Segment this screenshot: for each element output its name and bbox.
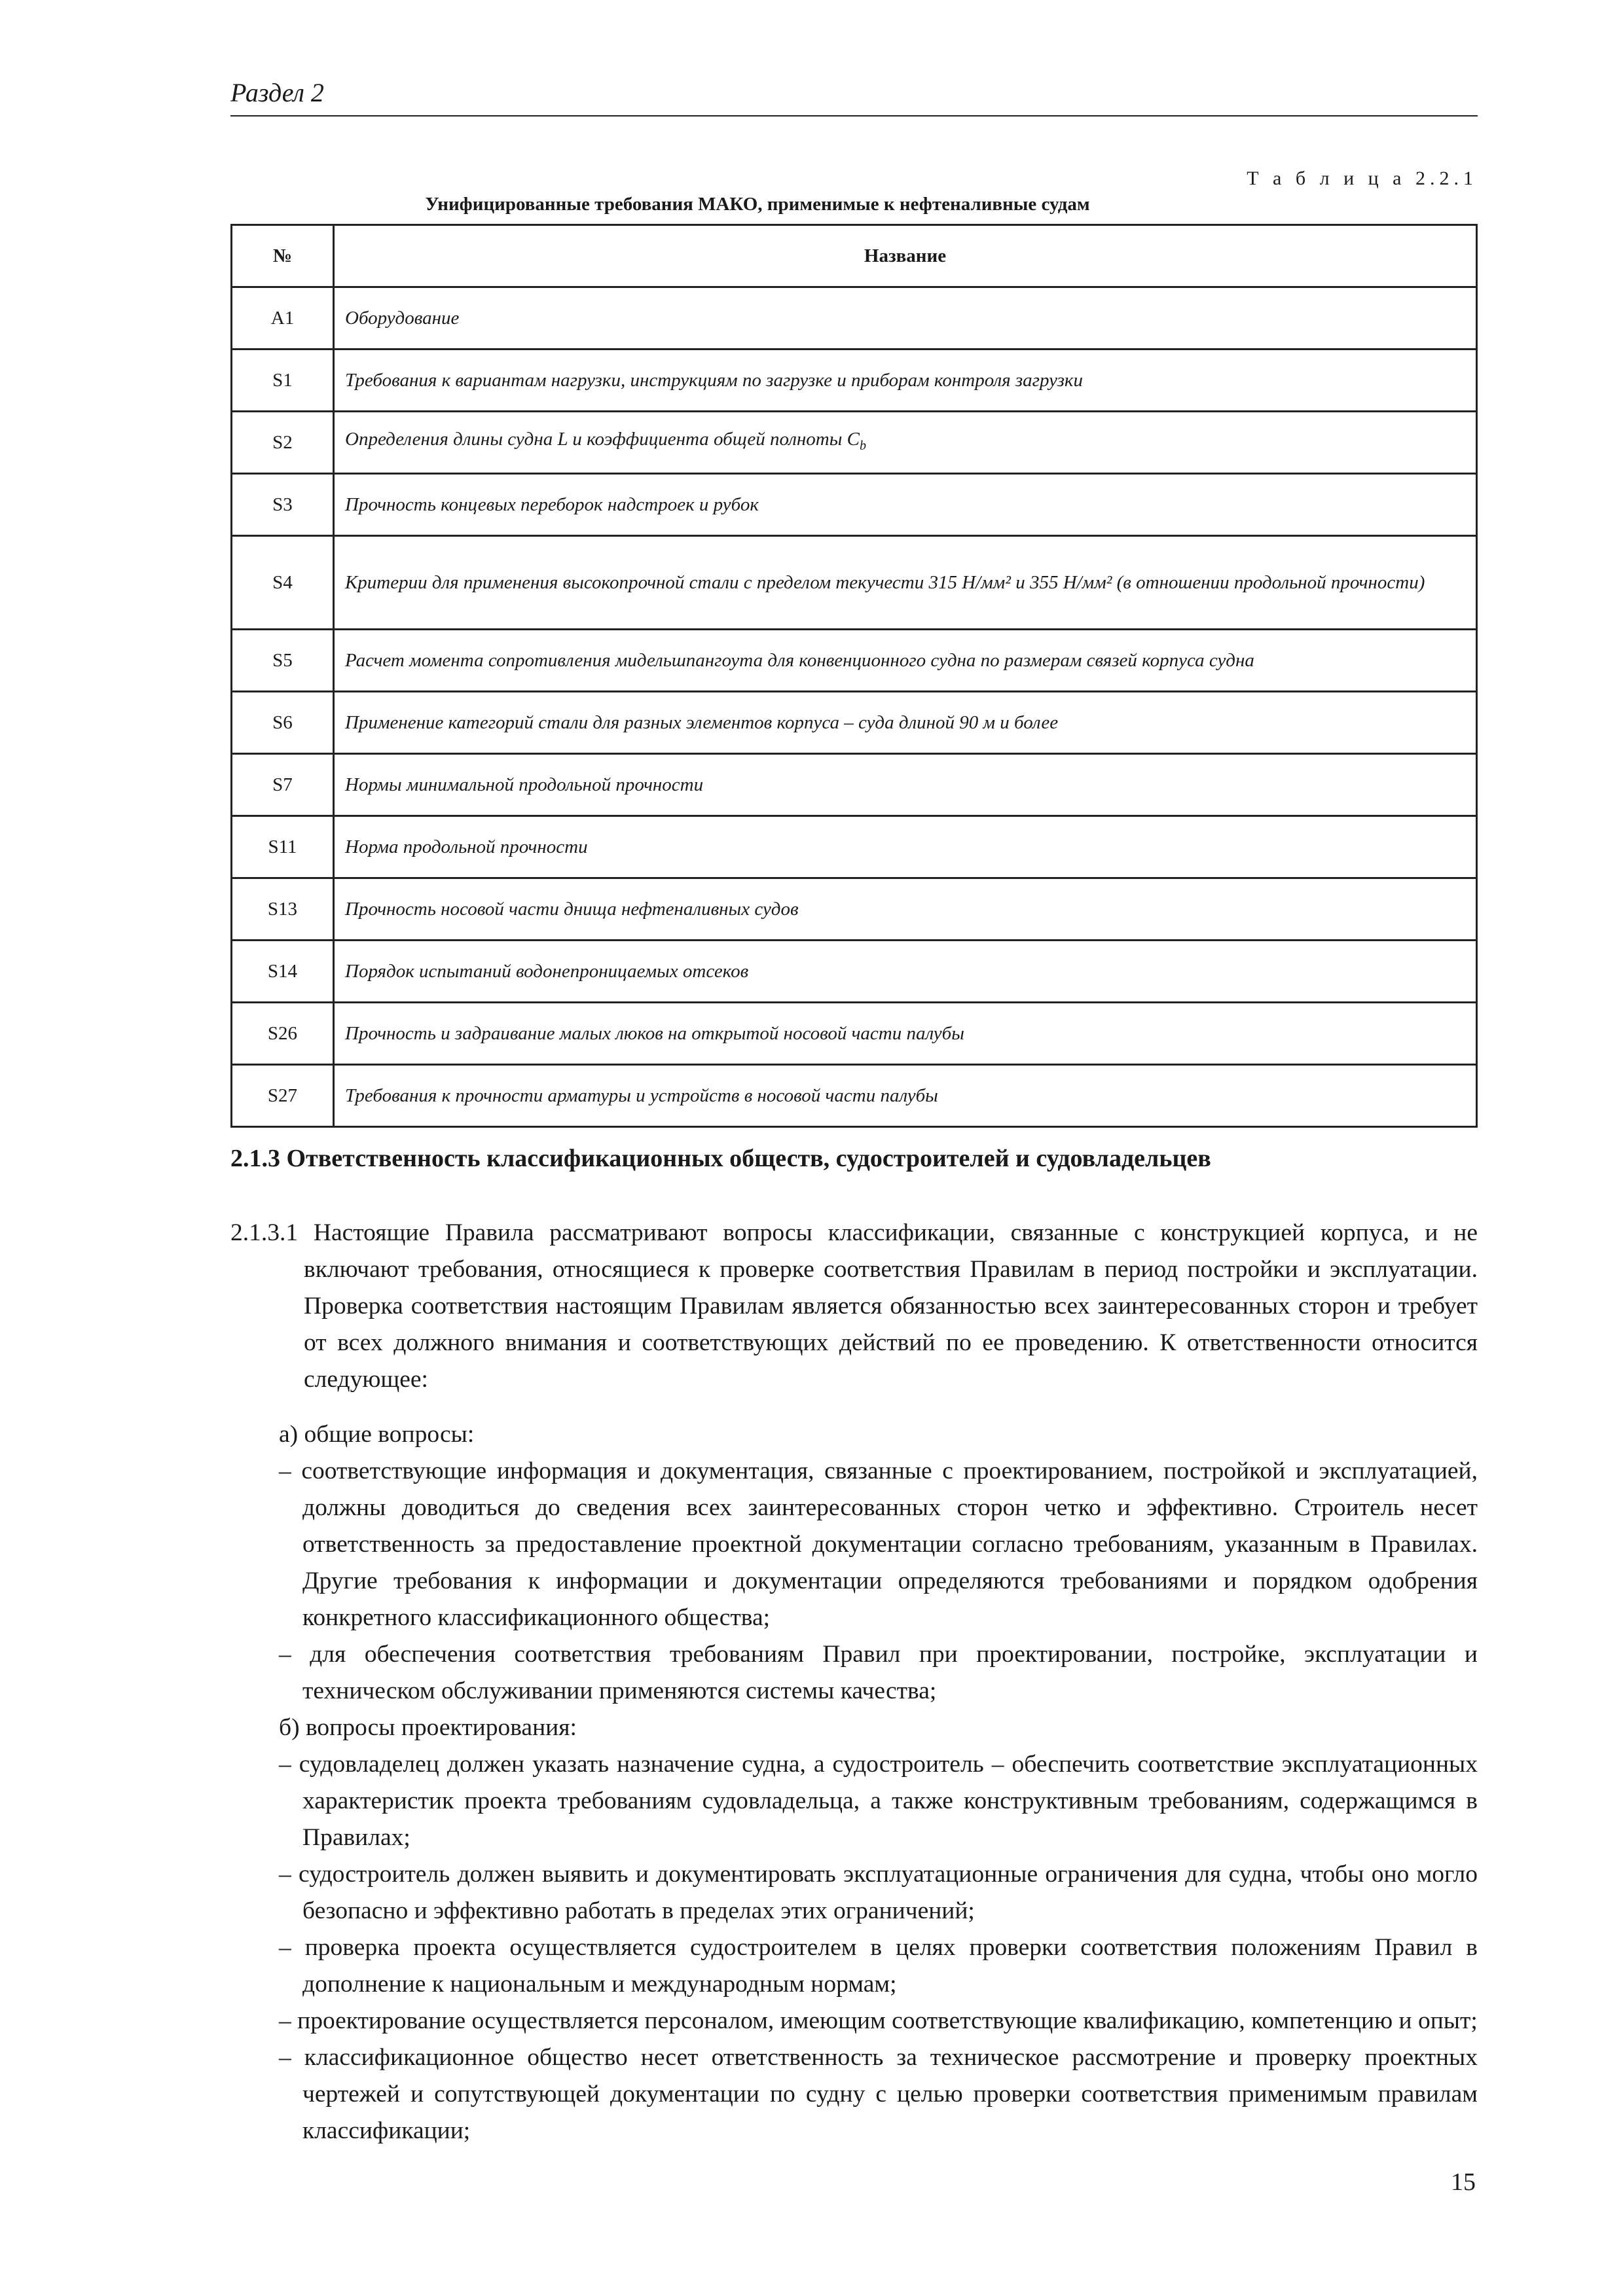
column-header-number: №	[232, 225, 334, 287]
table-row	[232, 941, 1477, 1003]
table-header-row	[232, 225, 1477, 287]
table-row	[232, 816, 1477, 878]
row-code: S13	[232, 878, 334, 941]
table-row	[232, 1003, 1477, 1065]
table-row	[232, 878, 1477, 941]
list-item: – проверка проекта осуществляется судостроителем в целях проверки соответствия положениям Правил в дополнение к национальным и международным нормам;	[279, 1934, 1478, 1998]
row-code: S14	[232, 941, 334, 1003]
row-name: Расчет момента сопротивления мидельшпангоута для конвенционного судна по размерам связей корпуса судна	[334, 630, 1477, 692]
table-row	[232, 692, 1477, 754]
row-code: S2	[232, 412, 334, 474]
row-name: Требования к прочности арматуры и устройств в носовой части палубы	[334, 1065, 1477, 1127]
row-code: S1	[232, 350, 334, 412]
section-heading: 2.1.3 Ответственность классификационных обществ, судостроителей и судовладельцев	[230, 1145, 1211, 1172]
row-name-text: Определения длины судна L и коэффициента общей полноты C	[345, 429, 860, 450]
table-row	[232, 474, 1477, 536]
list-subheading: а) общие вопросы:	[279, 1421, 475, 1448]
row-code: S3	[232, 474, 334, 536]
row-code: S11	[232, 816, 334, 878]
row-code: S26	[232, 1003, 334, 1065]
row-code: A1	[232, 287, 334, 350]
row-name: Нормы минимальной продольной прочности	[334, 754, 1477, 816]
row-name: Требования к вариантам нагрузки, инструкциям по загрузке и приборам контроля загрузки	[334, 350, 1477, 412]
list-item: – классификационное общество несет ответственность за техническое рассмотрение и проверку проектных чертежей и сопутствующей документации по судну с целью проверки соответствия применимым правилам классификации;	[279, 2044, 1478, 2144]
list-item: – судостроитель должен выявить и документировать эксплуатационные ограничения для судна, чтобы оно могло безопасно и эффективно работать в пределах этих ограничений;	[279, 1861, 1478, 1924]
row-name: Норма продольной прочности	[334, 816, 1477, 878]
table-row	[232, 412, 1477, 474]
page-number: 15	[1451, 2168, 1476, 2196]
row-name: Применение категорий стали для разных элементов корпуса – суда длиной 90 м и более	[334, 692, 1477, 754]
header-rule	[230, 115, 1478, 117]
responsibility-list	[230, 1416, 1478, 2149]
row-name: Прочность и задраивание малых люков на открытой носовой части палубы	[334, 1003, 1477, 1065]
section-paragraph: 2.1.3.1 Настоящие Правила рассматривают вопросы классификации, связанные с конструкцией корпуса, и не включают требования, относящиеся к проверке соответствия Правилам в период постройки и эксплуатации. Проверка соответствия настоящим Правилам является обязанностью всех заинтересованных сторон и требует от всех должного внимания и соответствующих действий по ее проведению. К ответственности относится следующее:	[230, 1219, 1478, 1393]
list-item: – судовладелец должен указать назначение судна, а судостроитель – обеспечить соответствие эксплуатационных характеристик проекта требованиям судовладельца, а также конструктивным требованиям, содержащимся в Правилах;	[279, 1751, 1478, 1851]
row-name: Прочность носовой части днища нефтеналивных судов	[334, 878, 1477, 941]
row-code: S27	[232, 1065, 334, 1127]
row-code: S4	[232, 536, 334, 630]
row-code: S7	[232, 754, 334, 816]
table-number-label: Т а б л и ц а 2.2.1	[1247, 168, 1478, 189]
table-row	[232, 536, 1477, 630]
running-header: Раздел 2	[230, 78, 324, 107]
table-caption: Унифицированные требования МАКО, применимые к нефтеналивные судам	[425, 194, 1090, 215]
row-name: Критерии для применения высокопрочной стали с пределом текучести 315 Н/мм² и 355 Н/мм² (в отношении продольной прочности)	[334, 536, 1477, 630]
row-name: Прочность концевых переборок надстроек и рубок	[334, 474, 1477, 536]
list-item: – для обеспечения соответствия требованиям Правил при проектировании, постройке, эксплуатации и техническом обслуживании применяются системы качества;	[279, 1641, 1478, 1704]
row-code: S5	[232, 630, 334, 692]
table-row	[232, 287, 1477, 350]
list-item: – соответствующие информация и документация, связанные с проектированием, постройкой и эксплуатацией, должны доводиться до сведения всех заинтересованных сторон четко и эффективно. Строитель несет ответственность за предоставление проектной документации согласно требованиям, указанным в Правилах. Другие требования к информации и документации определяются требованиями и порядком одобрения конкретного классификационного общества;	[279, 1458, 1478, 1631]
row-code: S6	[232, 692, 334, 754]
row-name: Порядок испытаний водонепроницаемых отсеков	[334, 941, 1477, 1003]
table-row	[232, 630, 1477, 692]
table-row	[232, 1065, 1477, 1127]
list-subheading: б) вопросы проектирования:	[279, 1714, 577, 1741]
list-item: – проектирование осуществляется персоналом, имеющим соответствующие квалификацию, компетенцию и опыт;	[279, 2007, 1478, 2034]
row-name-subscript: b	[859, 438, 866, 453]
table-row	[232, 350, 1477, 412]
requirements-table	[230, 224, 1478, 1128]
row-name	[334, 412, 1477, 474]
table-row	[232, 754, 1477, 816]
row-name: Оборудование	[334, 287, 1477, 350]
column-header-name: Название	[334, 225, 1477, 287]
